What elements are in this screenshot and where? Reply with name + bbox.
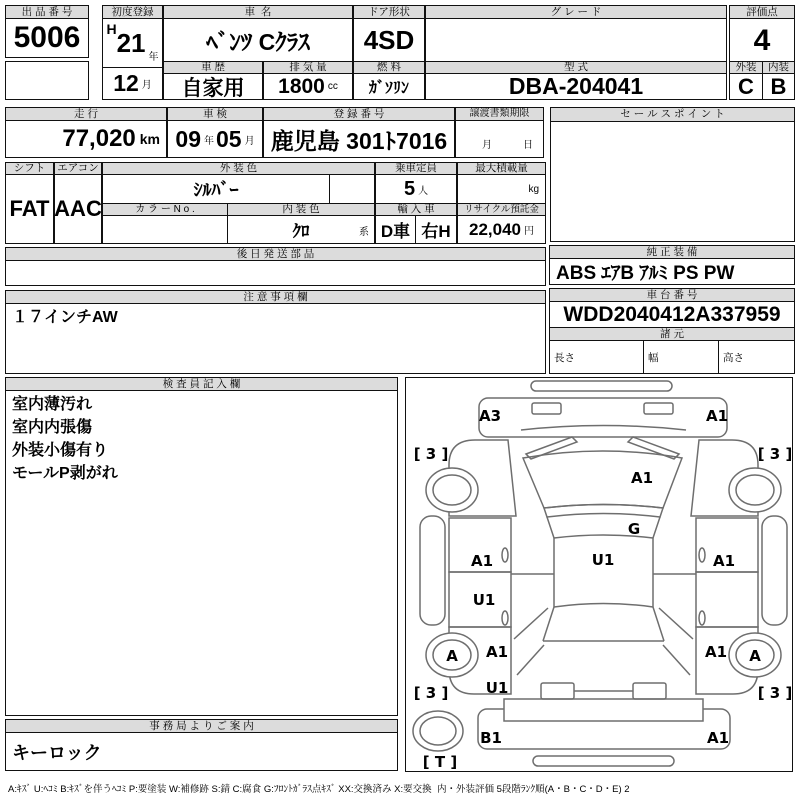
exterior-grade-header: 外装 [729,61,763,74]
svg-text:U1: U1 [472,591,496,609]
sales-point-header: セ ー ル ス ポ イ ン ト [550,107,795,122]
specs-header: 諸 元 [549,327,795,341]
aircon-header: エアコン [54,162,102,175]
vin-value: WDD2040412A337959 [549,301,795,328]
svg-text:[ 3 ]: [ 3 ] [413,445,449,463]
inspector-notes-area: 室内薄汚れ 室内内張傷 外装小傷有り モールP剥がれ [5,390,398,716]
recycle-fee-value: 22,040 円 [457,215,546,244]
grade-value [425,18,727,63]
registration-number-header: 登 録 番 号 [263,107,455,121]
svg-text:[ 3 ]: [ 3 ] [757,445,791,463]
model-code-header: 型 式 [425,61,727,74]
svg-text:[ 3 ]: [ 3 ] [757,684,791,702]
svg-text:A3: A3 [478,407,502,425]
displacement-value: 1800 cc [263,73,353,100]
svg-text:A1: A1 [470,552,494,570]
first-registration-month: 12 月 [102,67,163,100]
recycle-fee-header: リサイクル預託金 [457,203,546,216]
max-load-value: kg [457,174,546,204]
lot-empty-cell [5,61,89,100]
mileage-value: 77,020 km [5,120,167,158]
car-name-value: ﾍﾞﾝﾂ Cｸﾗｽ [163,18,353,63]
interior-color-header: 内 装 色 [227,203,375,216]
cautions-value: １７インチAW [5,303,546,374]
exterior-color-value: ｼﾙﾊﾞｰ [102,174,330,204]
cautions-header: 注 意 事 項 欄 [5,290,546,304]
sales-point-area [550,121,795,242]
office-info-value: キーロック [5,732,398,771]
svg-text:A1: A1 [630,469,654,487]
registration-number-value: 鹿児島 301ﾄ7016 [263,120,455,158]
transfer-deadline-value: 月 日 [455,120,544,158]
height-cell: 高さ [718,340,795,374]
car-outline [413,381,787,766]
fuel-value: ｶﾞｿﾘﾝ [353,73,425,100]
transfer-deadline-header: 譲渡書類期限 [455,107,544,121]
exterior-color-empty-cell [329,174,375,204]
later-shipped-parts-header: 後 日 発 送 部 品 [5,247,546,261]
car-history-header: 車 歴 [163,61,263,74]
exterior-color-header: 外 装 色 [102,162,375,175]
door-shape-header: ドア形状 [353,5,425,19]
first-registration-year: H 21 年 [102,18,163,68]
lot-number-value: 5006 [5,18,89,58]
grade-header: グ レ ー ド [425,5,727,19]
shift-header: シフト [5,162,54,175]
office-info-header: 事 務 局 よ り ご 案 内 [5,719,398,733]
length-cell: 長さ [549,340,644,374]
car-diagram-svg [406,378,791,770]
score-value: 4 [729,18,795,63]
svg-text:B1: B1 [480,729,502,747]
max-load-header: 最大積載量 [457,162,546,175]
svg-text:A: A [749,647,761,665]
displacement-header: 排 気 量 [263,61,353,74]
svg-text:G: G [627,520,641,538]
svg-text:A1: A1 [706,729,730,747]
handle-position-value: 右H [415,215,457,244]
later-shipped-parts-value [5,260,546,286]
vin-header: 車 台 番 号 [549,288,795,302]
lot-number-header: 出 品 番 号 [5,5,89,19]
svg-text:A1: A1 [704,643,728,661]
color-no-value [102,215,228,244]
import-type-value: D車 [375,215,416,244]
svg-text:[ T ]: [ T ] [422,753,458,770]
svg-text:A1: A1 [485,643,509,661]
fuel-header: 燃 料 [353,61,425,74]
inspection-header: 車 検 [167,107,263,121]
capacity-value: 5 人 [375,174,457,204]
first-registration-header: 初度登録 [102,5,163,19]
inspection-value: 09 年 05 月 [167,120,263,158]
interior-grade-value: B [762,73,795,100]
factory-equipment-header: 純 正 装 備 [549,245,795,259]
era-mark: H [106,21,117,37]
color-no-header: カ ラ ー N o . [102,203,228,216]
car-damage-diagram [405,377,793,772]
factory-equipment-value: ABS ｴｱB ｱﾙﾐ PS PW [549,258,795,285]
svg-text:A1: A1 [712,552,736,570]
import-car-header: 輸 入 車 [375,203,457,216]
exterior-grade-value: C [729,73,763,100]
width-cell: 幅 [643,340,719,374]
inspector-notes-header: 検 査 員 記 入 欄 [5,377,398,391]
car-name-header: 車 名 [163,5,353,19]
car-history-value: 自家用 [163,73,263,100]
model-code-value: DBA-204041 [425,73,727,100]
shift-value: FAT [5,174,54,244]
aircon-value: AAC [54,174,102,244]
svg-text:U1: U1 [485,679,509,697]
damage-code-legend: A:ｷｽﾞ U:ﾍｺﾐ B:ｷｽﾞを伴うﾍｺﾐ P:要塗装 W:補修跡 S:錆 C:腐食 G:ﾌﾛﾝﾄｶﾞﾗｽ点ｷｽﾞ XX:交換済み X:要交換 内・外装評価 5段階ﾗﾝｸ順(A・B・C・D・E) 2 [8,784,630,795]
svg-text:A: A [446,647,458,665]
svg-text:A1: A1 [705,407,729,425]
door-shape-value: 4SD [353,18,425,63]
score-header: 評価点 [729,5,795,19]
capacity-header: 乗車定員 [375,162,457,175]
interior-grade-header: 内装 [762,61,795,74]
mileage-header: 走 行 [5,107,167,121]
interior-color-value: ｸﾛ 系 [227,215,375,244]
svg-text:[ 3 ]: [ 3 ] [413,684,449,702]
svg-text:U1: U1 [591,551,615,569]
